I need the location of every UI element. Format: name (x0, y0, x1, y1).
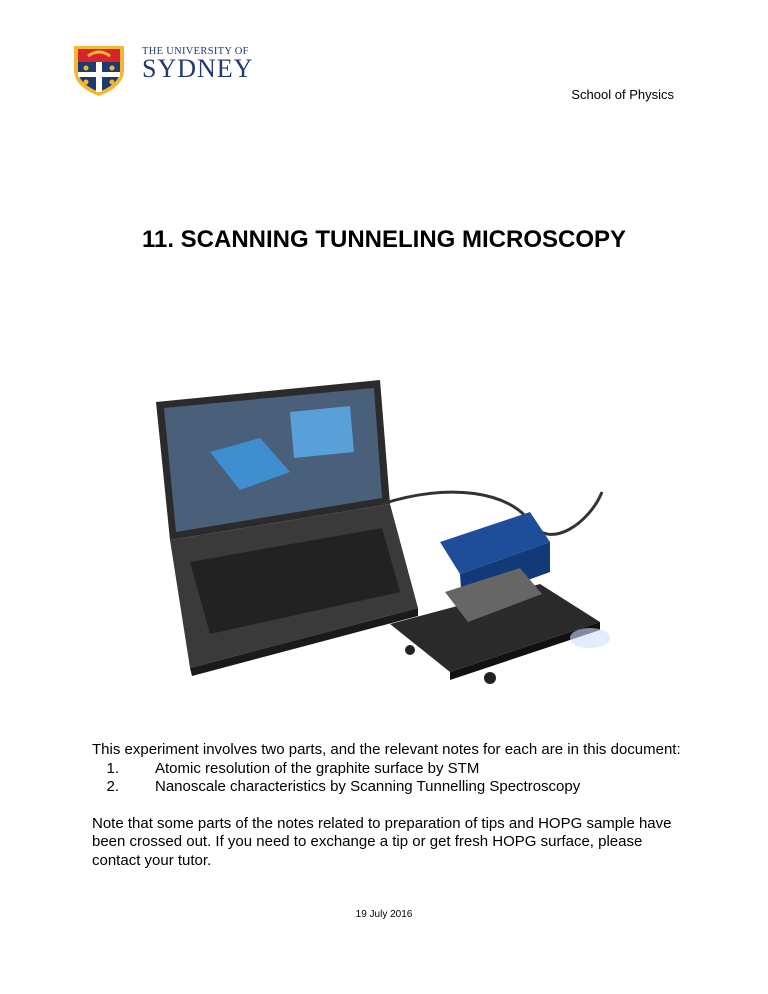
university-logo (70, 42, 270, 94)
list-text: Atomic resolution of the graphite surface by STM (155, 759, 480, 777)
logo-line1: THE UNIVERSITY OF (142, 46, 249, 57)
school-name: School of Physics (571, 87, 674, 102)
note-paragraph: Note that some parts of the notes related to preparation of tips and HOPG sample have been crossed out. If you need to exchange a tip or get fresh HOPG surface, please contact your tutor. (92, 814, 672, 869)
list-number: 2. (106, 778, 119, 795)
intro-paragraph: This experiment involves two parts, and the relevant notes for each are in this document: (92, 741, 681, 758)
list-number: 1. (106, 759, 119, 777)
document-body (92, 741, 692, 870)
document-date: 19 July 2016 (355, 909, 413, 920)
crest-icon (70, 42, 128, 98)
logo-line2: SYDNEY (142, 54, 254, 83)
list-item (92, 760, 692, 779)
list-text: Nanoscale characteristics by Scanning Tunnelling Spectroscopy (155, 778, 581, 795)
list-item (92, 778, 692, 797)
stm-setup-photo (150, 372, 610, 692)
page-title: 11. SCANNING TUNNELING MICROSCOPY (141, 226, 627, 253)
